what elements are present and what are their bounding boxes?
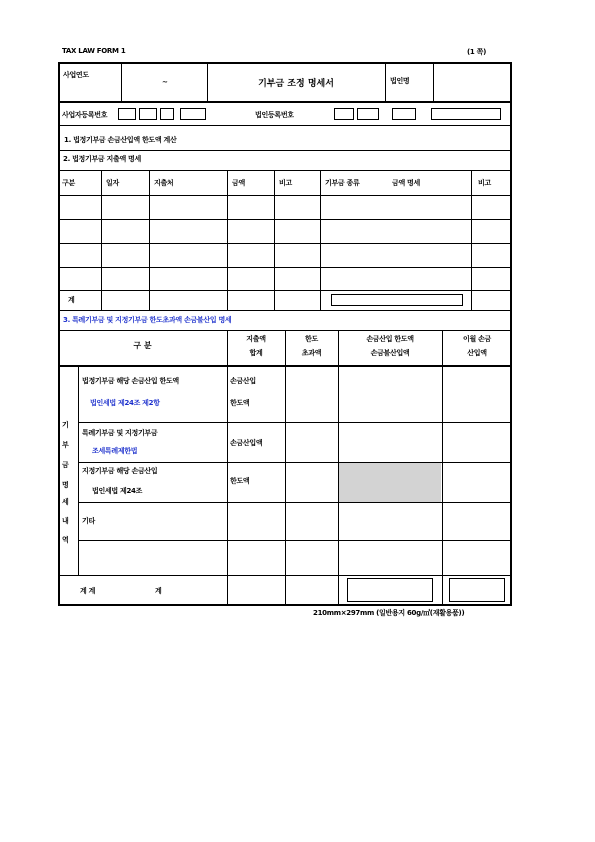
table1-header-remarks: 비고	[279, 179, 292, 187]
row2-label-l2: 조세특례제한법	[92, 447, 138, 455]
row3-label-l1: 지정기부금 해당 손금산입	[82, 467, 158, 475]
business-reg-box-3[interactable]	[160, 108, 174, 120]
table1-header-date: 일자	[106, 179, 119, 187]
table1-header-amount-details: 금액 명세	[392, 179, 420, 187]
row2-label-l1: 특례기부금 및 지정기부금	[82, 429, 158, 437]
row3-shaded-cell	[339, 463, 441, 502]
corporation-name-label: 법인명	[390, 77, 410, 85]
business-reg-label: 사업자등록번호	[62, 111, 108, 119]
section1-item2: 2. 법정기부금 지출액 명세	[63, 155, 141, 163]
side-char-3: 금	[62, 461, 69, 469]
table2-header-excess-l2: 초과액	[301, 349, 322, 357]
fiscal-year-separator: ~	[162, 78, 168, 86]
row2-col2: 손금산입액	[230, 439, 263, 447]
side-char-4: 명	[62, 481, 69, 489]
table2-total-label: 계 계	[80, 587, 96, 595]
table2-header-total-l2: 합계	[249, 349, 263, 357]
table2-header-carryover-l2: 산입액	[467, 349, 487, 357]
corp-reg-box-4[interactable]	[431, 108, 501, 120]
row3-col2: 한도액	[230, 477, 250, 485]
corp-reg-box-2[interactable]	[357, 108, 379, 120]
business-reg-box-1[interactable]	[118, 108, 136, 120]
page-indicator: (1 쪽)	[467, 48, 486, 56]
table1-header-amount: 금액	[232, 179, 245, 187]
section3-heading: 3. 특례기부금 및 지정기부금 한도초과액 손금불산입 명세	[63, 316, 232, 324]
table2-header-carryover-l1: 이월 손금	[463, 335, 491, 343]
side-char-7: 역	[62, 536, 69, 544]
table2-header-limit-l2: 손금불산입액	[370, 349, 410, 357]
row1-col2-l1: 손금산입	[230, 377, 256, 385]
paper-spec: 210mm×297mm (일반용지 60g/㎡(재활용품))	[313, 609, 465, 617]
row4-label: 기타	[82, 517, 95, 525]
row1-col2-l2: 한도액	[230, 399, 250, 407]
fiscal-year-label: 사업연도	[63, 71, 89, 79]
table2-total-box-limit[interactable]	[347, 578, 433, 602]
side-char-2: 부	[62, 441, 69, 449]
table2-header-total-l1: 지출액	[246, 335, 266, 343]
side-char-5: 세	[62, 498, 69, 506]
table2-header-excess-l1: 한도	[305, 335, 318, 343]
table2-total-box-carryover[interactable]	[449, 578, 505, 602]
table1-total-box[interactable]	[331, 294, 463, 306]
table2-total-mark: 계	[155, 587, 162, 595]
table1-header-type: 구분	[62, 179, 75, 187]
table2-header-category: 구 분	[133, 341, 152, 350]
row3-label-l2: 법인세법 제24조	[92, 487, 143, 495]
table1-header-note: 비고	[478, 179, 491, 187]
table2-header-limit-l1: 손금산입 한도액	[366, 335, 414, 343]
side-char-1: 기	[62, 421, 69, 429]
corp-reg-box-3[interactable]	[392, 108, 416, 120]
row1-label-l1: 법정기부금 해당 손금산입 한도액	[82, 377, 179, 385]
side-char-6: 내	[62, 517, 69, 525]
business-reg-box-4[interactable]	[180, 108, 206, 120]
corp-reg-box-1[interactable]	[334, 108, 354, 120]
row1-label-l2: 법인세법 제24조 제2항	[90, 399, 160, 407]
table1-header-donation-type: 기부금 종류	[325, 179, 360, 187]
table1-header-recipient: 지출처	[154, 179, 174, 187]
corp-reg-label: 법인등록번호	[255, 111, 294, 119]
section1-item1: 1. 법정기부금 손금산입액 한도액 계산	[64, 136, 177, 144]
table1-total-label: 계	[68, 296, 75, 304]
form-number: TAX LAW FORM 1	[62, 47, 126, 55]
form-title: 기부금 조정 명세서	[258, 79, 334, 89]
business-reg-box-2[interactable]	[139, 108, 157, 120]
